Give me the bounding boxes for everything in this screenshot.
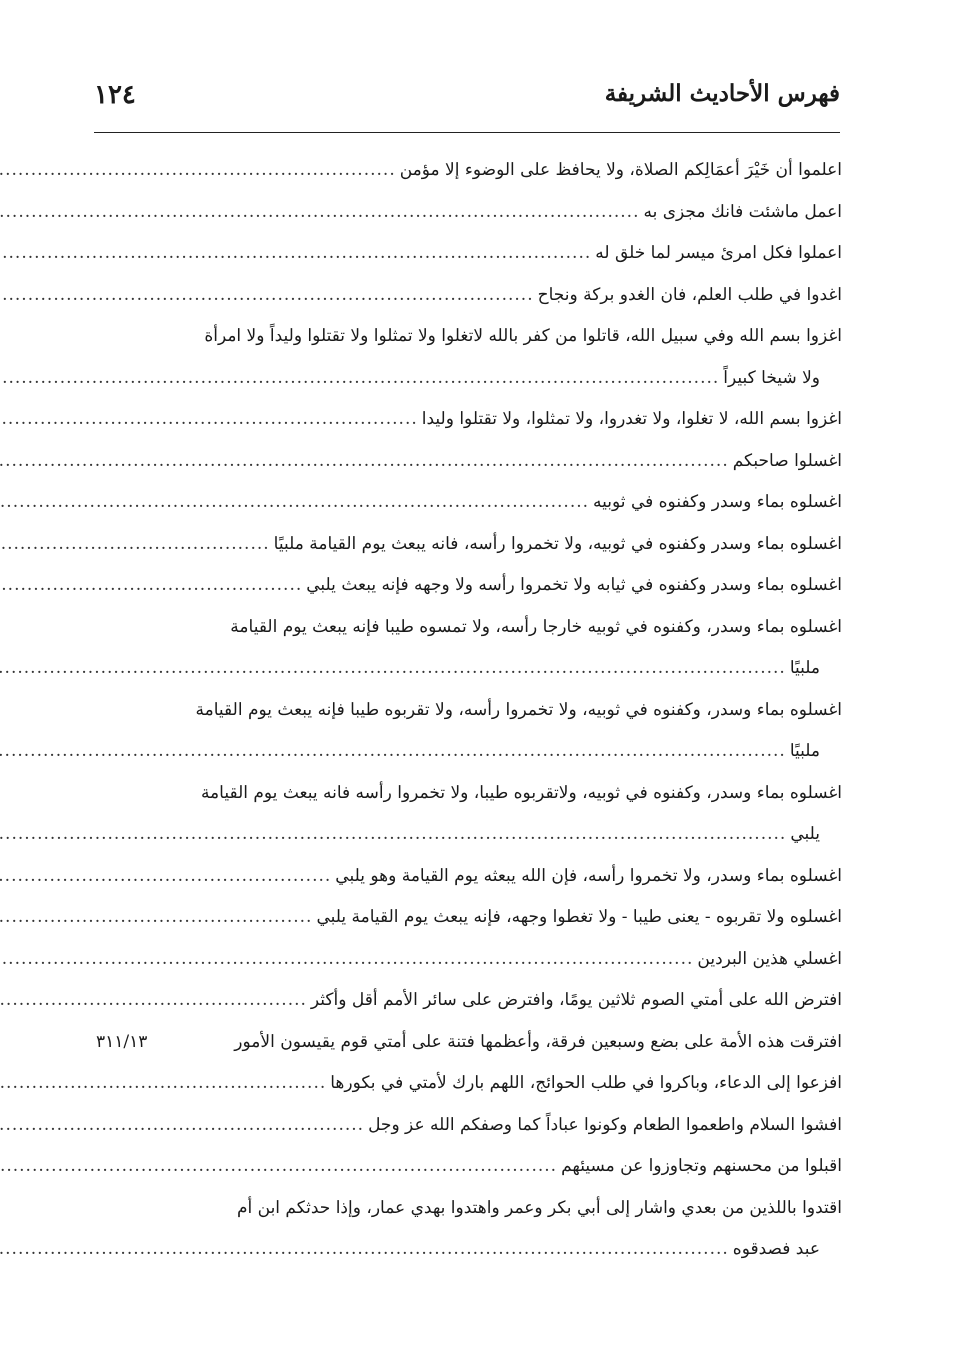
hadith-text: اغسلوه ولا تقربوه - يعنى طيبا - ولا تغطوا وجهه، فإنه يبعث يوم القيامة يلبي: [316, 907, 842, 927]
hadith-text: اغسلي هذين البردين: [697, 948, 842, 969]
entry-line: [96, 648, 842, 690]
leader-dots: [0, 1063, 326, 1105]
leader-dots: [0, 399, 418, 441]
index-entry: [96, 1105, 842, 1147]
entry-line: [96, 1188, 842, 1230]
leader-dots: [0, 358, 719, 400]
hadith-text: اغسلوه بماء وسدر، وكفنوه في ثوبيه، ولا تخمروا رأسه، ولا تقربوه طيبا فإنه يبعث يوم القيامة: [195, 699, 842, 720]
hadith-text: اغسلوه بماء وسدر، ولا تخمروا رأسه، فإن الله يبعثه يوم القيامة وهو يلبي: [335, 865, 842, 886]
hadith-text: اغزوا بسم الله، لا تغلوا، ولا تغدروا، ولا تمثلوا، ولا تقتلوا وليدا: [421, 409, 842, 429]
hadith-text: اقبلوا من محسنهم وتجاوزوا عن مسيئهم: [561, 1156, 842, 1176]
entry-line: [96, 980, 842, 1022]
leader-dots: [0, 648, 786, 690]
hadith-text: ولا شيخا كبيراً: [723, 367, 820, 388]
index-entry: [96, 150, 842, 192]
index-entry: [96, 399, 842, 441]
index-entry: [96, 565, 842, 607]
leader-dots: [0, 856, 331, 898]
leader-dots: [0, 1105, 364, 1147]
index-entry: [96, 524, 842, 566]
index-entry: [96, 1188, 842, 1271]
entry-line: [96, 1063, 842, 1105]
hadith-text: اغسلوه بماء وسدر وكفنوه في ثوبيه: [593, 492, 842, 512]
page-header: [94, 74, 840, 133]
entry-line: [96, 192, 842, 234]
index-entry: [96, 482, 842, 524]
index-entry: [96, 773, 842, 856]
entry-line: [96, 1022, 842, 1064]
hadith-index-list: [96, 150, 842, 1271]
index-entry: [96, 1146, 842, 1188]
entry-line: [96, 399, 842, 441]
volume-page-ref: ٣١١/١٣: [96, 1031, 148, 1052]
entry-line: [96, 441, 842, 483]
hadith-text: اغسلوه بماء وسدر وكفنوه في ثوبيه، ولا تخمروا رأسه، فانه يبعث يوم القيامة ملبيًا: [273, 533, 842, 554]
index-entry: [96, 192, 842, 234]
hadith-text: يلبي: [790, 824, 820, 844]
index-entry: [96, 897, 842, 939]
leader-dots: [0, 939, 693, 981]
index-entry: [96, 233, 842, 275]
index-entry: [96, 1063, 842, 1105]
entry-line: [96, 150, 842, 192]
hadith-text: افزعوا إلى الدعاء، وباكروا في طلب الحوائج، اللهم بارك لأمتي في بكورها: [330, 1073, 842, 1093]
index-entry: [96, 980, 842, 1022]
hadith-text: اقتدوا باللذين من بعدي واشار إلى أبي بكر وعمر واهتدوا بهدي عمار، وإذا حدثكم ابن أم: [236, 1197, 842, 1218]
index-entry: [96, 939, 842, 981]
hadith-text: اعلموا أن خَيْرَ أعمَالِكم الصلاة، ولا يحافظ على الوضوء إلا مؤمن: [399, 160, 842, 180]
index-entry: [96, 607, 842, 690]
hadith-text: عبد فصدقوه: [732, 1239, 820, 1259]
hadith-text: افترض الله على أمتي الصوم ثلاثين يومًا، وافترض على سائر الأمم أقل وأكثر: [310, 990, 842, 1010]
index-entry: [96, 441, 842, 483]
entry-line: [96, 316, 842, 358]
hadith-text: اغزوا بسم الله وفي سبيل الله، قاتلوا من كفر بالله لاتغلوا ولا تمثلوا ولا تقتلوا وليداً ولا امرأة: [204, 326, 842, 346]
leader-dots: [0, 1146, 557, 1188]
hadith-text: اغسلوه بماء وسدر وكفنوه في ثيابه ولا تخمروا رأسه ولا وجهه فإنه يبعث يلبي: [306, 575, 842, 595]
entry-line: [96, 1229, 842, 1271]
hadith-text: اغسلوه بماء وسدر، وكفنوه في ثوبيه خارجا رأسه، ولا تمسوه طيبا فإنه يبعث يوم القيامة: [230, 616, 842, 637]
hadith-text: اعملوا فكل امرئ ميسر لما خلق له: [595, 243, 842, 263]
index-entry: [96, 1022, 842, 1064]
leader-dots: [0, 441, 729, 483]
index-entry: [96, 856, 842, 898]
hadith-text: اغدوا في طلب العلم، فان الغدو بركة ونجاح: [537, 284, 842, 305]
hadith-text: ملبيًا: [789, 741, 820, 761]
index-entry: [96, 690, 842, 773]
hadith-text: افترقت هذه الأمة على بضع وسبعين فرقة، وأعظمها فتنة على أمتي قوم يقيسون الأمور: [234, 1031, 842, 1052]
entry-line: [96, 233, 842, 275]
entry-line: [96, 524, 842, 566]
entry-line: [96, 482, 842, 524]
entry-line: [96, 1105, 842, 1147]
hadith-text: اعمل ماشئت فانك مجزى به: [643, 201, 842, 222]
index-entry: [96, 316, 842, 399]
leader-dots: [0, 275, 534, 317]
leader-dots: [0, 897, 312, 939]
entry-line: [96, 358, 842, 400]
entry-line: [96, 731, 842, 773]
leader-dots: [0, 731, 786, 773]
leader-dots: [0, 565, 302, 607]
entry-line: [96, 607, 842, 649]
leader-dots: [0, 233, 591, 275]
entry-line: [96, 565, 842, 607]
index-entry: [96, 275, 842, 317]
entry-line: [96, 773, 842, 815]
entry-line: [96, 814, 842, 856]
page-number: ١٢٤: [94, 80, 136, 110]
leader-dots: [0, 150, 396, 192]
entry-line: [96, 1146, 842, 1188]
entry-line: [96, 856, 842, 898]
entry-line: [96, 690, 842, 732]
page-title: فهرس الأحاديث الشريفة: [604, 80, 840, 107]
hadith-text: اغسلوا صاحبكم: [732, 450, 842, 471]
hadith-text: ملبيًا: [789, 658, 820, 678]
entry-line: [96, 275, 842, 317]
hadith-text: افشوا السلام واطعموا الطعام وكونوا عباداً كما وصفكم الله عز وجل: [368, 1114, 842, 1135]
leader-dots: [0, 482, 589, 524]
leader-dots: [0, 524, 270, 566]
leader-dots: [0, 980, 307, 1022]
entry-line: [96, 939, 842, 981]
leader-dots: [0, 192, 639, 234]
entry-line: [96, 897, 842, 939]
hadith-text: اغسلوه بماء وسدر، وكفنوه في ثوبيه، ولاتقربوه طيبا، ولا تخمروا رأسه فانه يبعث يوم القيامة: [200, 782, 842, 803]
leader-dots: [0, 814, 786, 856]
leader-dots: [0, 1229, 729, 1271]
